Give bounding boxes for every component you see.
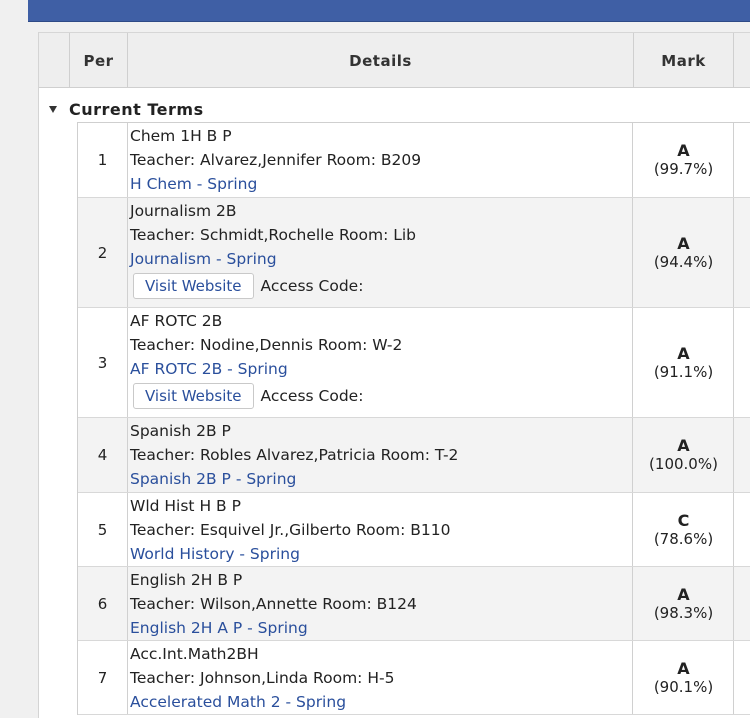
group-current-terms[interactable] (39, 96, 750, 122)
teacher-room: Teacher: Schmidt,Rochelle Room: Lib (130, 226, 417, 244)
table-row (78, 641, 750, 715)
course-name: AF ROTC 2B (130, 312, 223, 330)
teacher-room: Teacher: Wilson,Annette Room: B124 (130, 595, 417, 613)
letter-grade: A (677, 436, 690, 455)
column-header-details[interactable]: Details (127, 33, 633, 88)
course-name: Acc.Int.Math2BH (130, 645, 259, 663)
course-link[interactable]: H Chem - Spring (130, 175, 258, 193)
mark-cell[interactable] (634, 493, 734, 566)
course-link[interactable]: Spanish 2B P - Spring (130, 470, 297, 488)
mark-cell[interactable] (634, 198, 734, 307)
course-link[interactable]: Journalism - Spring (130, 250, 277, 268)
mark-cell[interactable] (634, 567, 734, 640)
mark-cell[interactable] (634, 308, 734, 417)
course-name: English 2H B P (130, 571, 243, 589)
page-header-bar (28, 0, 750, 22)
period-number: 3 (78, 308, 128, 417)
teacher-room: Teacher: Robles Alvarez,Patricia Room: T-2 (130, 446, 459, 464)
course-link[interactable]: English 2H A P - Spring (130, 619, 308, 637)
column-header-per[interactable]: Per (69, 33, 127, 88)
table-header (39, 32, 750, 88)
course-name: Journalism 2B (130, 202, 237, 220)
letter-grade: C (677, 510, 690, 530)
table-row (78, 567, 750, 641)
table-row (78, 493, 750, 567)
course-actions (130, 383, 632, 409)
grade-percent: (94.4%) (653, 252, 714, 271)
grade-percent: (99.7%) (653, 160, 714, 178)
group-label: Current Terms (69, 99, 204, 119)
course-details (129, 641, 633, 714)
teacher-room: Teacher: Alvarez,Jennifer Room: B209 (130, 151, 422, 169)
course-details (129, 567, 633, 640)
course-details (129, 493, 633, 566)
course-name: Chem 1H B P (130, 127, 232, 145)
course-name: Wld Hist H B P (130, 497, 241, 515)
grade-percent: (98.3%) (653, 603, 714, 622)
table-row (78, 198, 750, 308)
period-number: 6 (78, 567, 128, 640)
course-link[interactable]: Accelerated Math 2 - Spring (130, 693, 347, 711)
period-number: 5 (78, 493, 128, 566)
course-link[interactable]: World History - Spring (130, 545, 300, 563)
teacher-room: Teacher: Esquivel Jr.,Gilberto Room: B110 (130, 521, 451, 539)
course-details (129, 123, 633, 197)
mark-cell[interactable] (634, 641, 734, 714)
grade-percent: (78.6%) (653, 529, 714, 548)
course-details (129, 198, 633, 307)
mark-cell[interactable] (634, 418, 734, 492)
visit-website-button[interactable]: Visit Website (133, 383, 254, 409)
letter-grade: A (677, 584, 690, 604)
period-number: 1 (78, 123, 128, 197)
teacher-room: Teacher: Johnson,Linda Room: H-5 (130, 669, 395, 687)
table-row (78, 123, 750, 198)
letter-grade: A (677, 233, 690, 253)
grade-percent: (90.1%) (653, 677, 714, 696)
visit-website-button[interactable]: Visit Website (133, 273, 254, 299)
course-details (129, 418, 633, 492)
table-row (78, 418, 750, 493)
table-row (78, 308, 750, 418)
period-number: 2 (78, 198, 128, 307)
access-code-label: Access Code: (260, 387, 364, 405)
collapse-triangle-icon[interactable] (49, 106, 57, 113)
letter-grade: A (677, 658, 690, 678)
course-details (129, 308, 633, 417)
grade-percent: (100.0%) (649, 455, 718, 473)
period-number: 4 (78, 418, 128, 492)
course-actions (130, 273, 632, 299)
mark-cell[interactable] (634, 123, 734, 197)
access-code-label: Access Code: (260, 277, 364, 295)
period-number: 7 (78, 641, 128, 714)
course-rows (77, 122, 750, 715)
column-header-next (733, 33, 750, 88)
course-name: Spanish 2B P (130, 422, 231, 440)
letter-grade: A (677, 141, 690, 160)
course-link[interactable]: AF ROTC 2B - Spring (130, 360, 288, 378)
teacher-room: Teacher: Nodine,Dennis Room: W-2 (130, 336, 403, 354)
column-header-mark[interactable]: Mark (633, 33, 733, 88)
letter-grade: A (677, 343, 690, 363)
grades-panel (38, 32, 750, 718)
grade-percent: (91.1%) (653, 362, 714, 381)
